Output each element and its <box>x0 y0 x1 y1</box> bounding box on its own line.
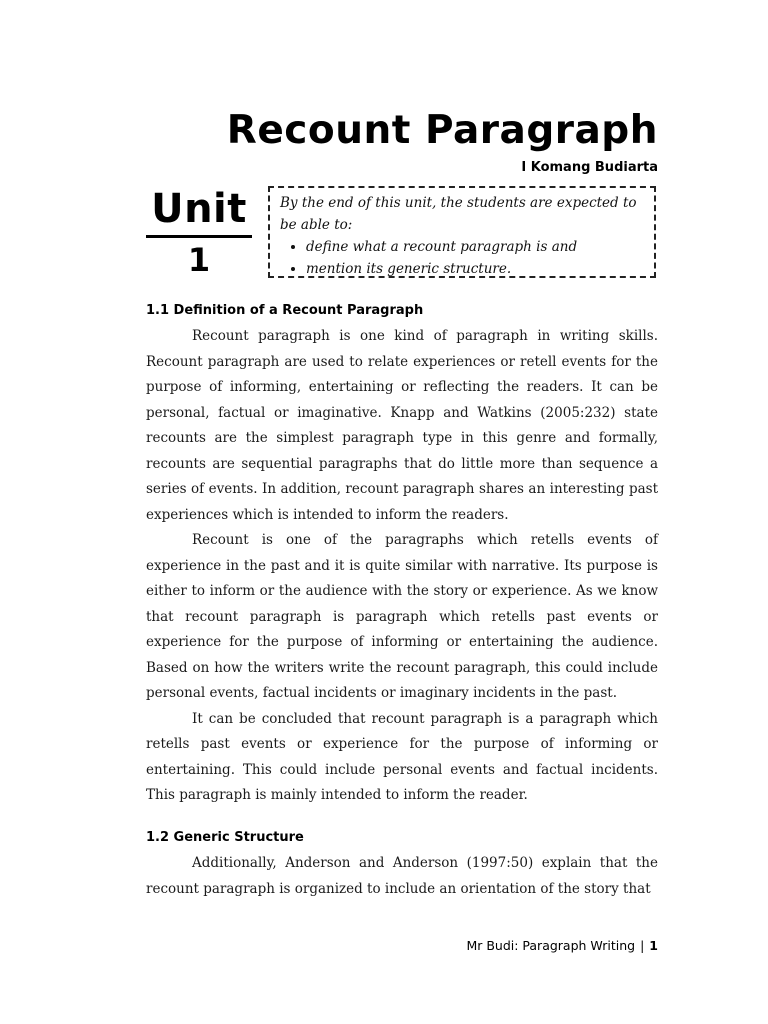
page-footer <box>466 938 658 953</box>
paragraph: Additionally, Anderson and Anderson (1997:50) explain that the recount paragraph is organized to include an orientation of the story that <box>146 855 658 897</box>
document-title: Recount Paragraph <box>226 108 658 153</box>
unit-block <box>146 186 252 280</box>
footer-separator: | <box>640 938 645 953</box>
objective-item: • define what a recount paragraph is and <box>306 236 644 258</box>
section-body-generic-structure <box>146 851 658 902</box>
page-number: 1 <box>649 938 658 953</box>
objectives-intro: By the end of this unit, the students are expected to be able to: <box>280 195 637 233</box>
objective-item: • mention its generic structure. <box>306 258 644 280</box>
unit-number: 1 <box>187 241 211 279</box>
objectives-list <box>280 236 644 280</box>
section-body-definition <box>146 324 658 809</box>
paragraph: It can be concluded that recount paragraph is a paragraph which retells past events or experience for the purpose of informing or entertaining. This could include personal events and factual incidents. This paragraph is mainly intended to inform the reader. <box>146 710 658 803</box>
section-heading-generic-structure: 1.2 Generic Structure <box>146 830 304 845</box>
section-heading-definition: 1.1 Definition of a Recount Paragraph <box>146 303 424 318</box>
author-name: I Komang Budiarta <box>521 160 658 175</box>
paragraph: Recount is one of the paragraphs which retells events of experience in the past and it is quite similar with narrative. Its purpose is either to inform or the audience with the story or experience. As we know that recount paragraph is paragraph which retells past events or experience for the purpose of informing or entertaining the audience. Based on how the writers write the recount paragraph, this could include personal events, factual incidents or imaginary incidents in the past. <box>146 532 658 701</box>
unit-label: Unit <box>151 186 247 232</box>
paragraph: Recount paragraph is one kind of paragraph in writing skills. Recount paragraph are used to relate experiences or retell events for the purpose of informing, entertaining or reflecting the readers. It can be personal, factual or imaginative. Knapp and Watkins (2005:232) state recounts are the simplest paragraph type in this genre and formally, recounts are sequential paragraphs that do little more than sequence a series of events. In addition, recount paragraph shares an interesting past experiences which is intended to inform the readers. <box>146 328 658 523</box>
footer-text: Mr Budi: Paragraph Writing <box>466 938 636 953</box>
learning-objectives-box <box>268 186 656 278</box>
unit-underline <box>146 235 252 238</box>
